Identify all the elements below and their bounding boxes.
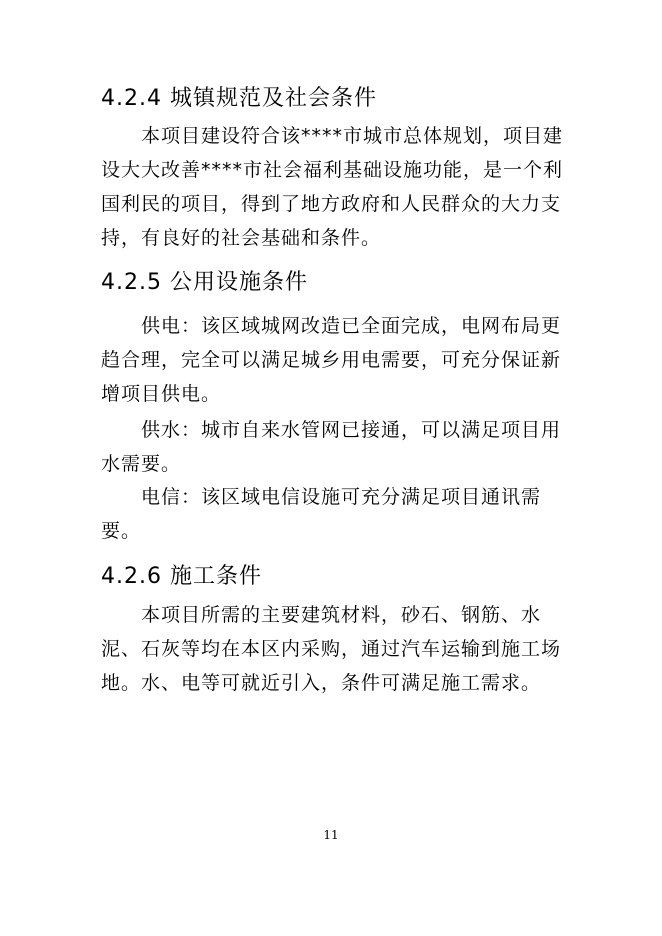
page-number: 11 [323,828,339,842]
paragraph-water-supply: 供水：城市自来水管网已接通，可以满足项目用水需要。 [101,419,562,475]
section-heading-4-2-6: 4.2.6 施工条件 [101,564,262,589]
section-heading-4-2-4: 4.2.4 城镇规范及社会条件 [101,86,377,111]
section-heading-4-2-5: 4.2.5 公用设施条件 [101,270,308,295]
paragraph-power-supply: 供电：该区域城网改造已全面完成，电网布局更趋合理，完全可以满足城乡用电需要，可充分保证新增项目供电。 [101,315,562,405]
paragraph-telecom: 电信：该区域电信设施可充分满足项目通讯需要。 [101,486,542,542]
paragraph-construction: 本项目所需的主要建筑材料，砂石、钢筋、水泥、石灰等均在本区内采购，通过汽车运输到施工场地。水、电等可就近引入，条件可满足施工需求。 [101,604,562,694]
paragraph-urban-planning: 本项目建设符合该****市城市总体规划，项目建设大大改善****市社会福利基础设施功能，是一个利国利民的项目，得到了地方政府和人民群众的大力支持，有良好的社会基础和条件。 [101,125,564,249]
